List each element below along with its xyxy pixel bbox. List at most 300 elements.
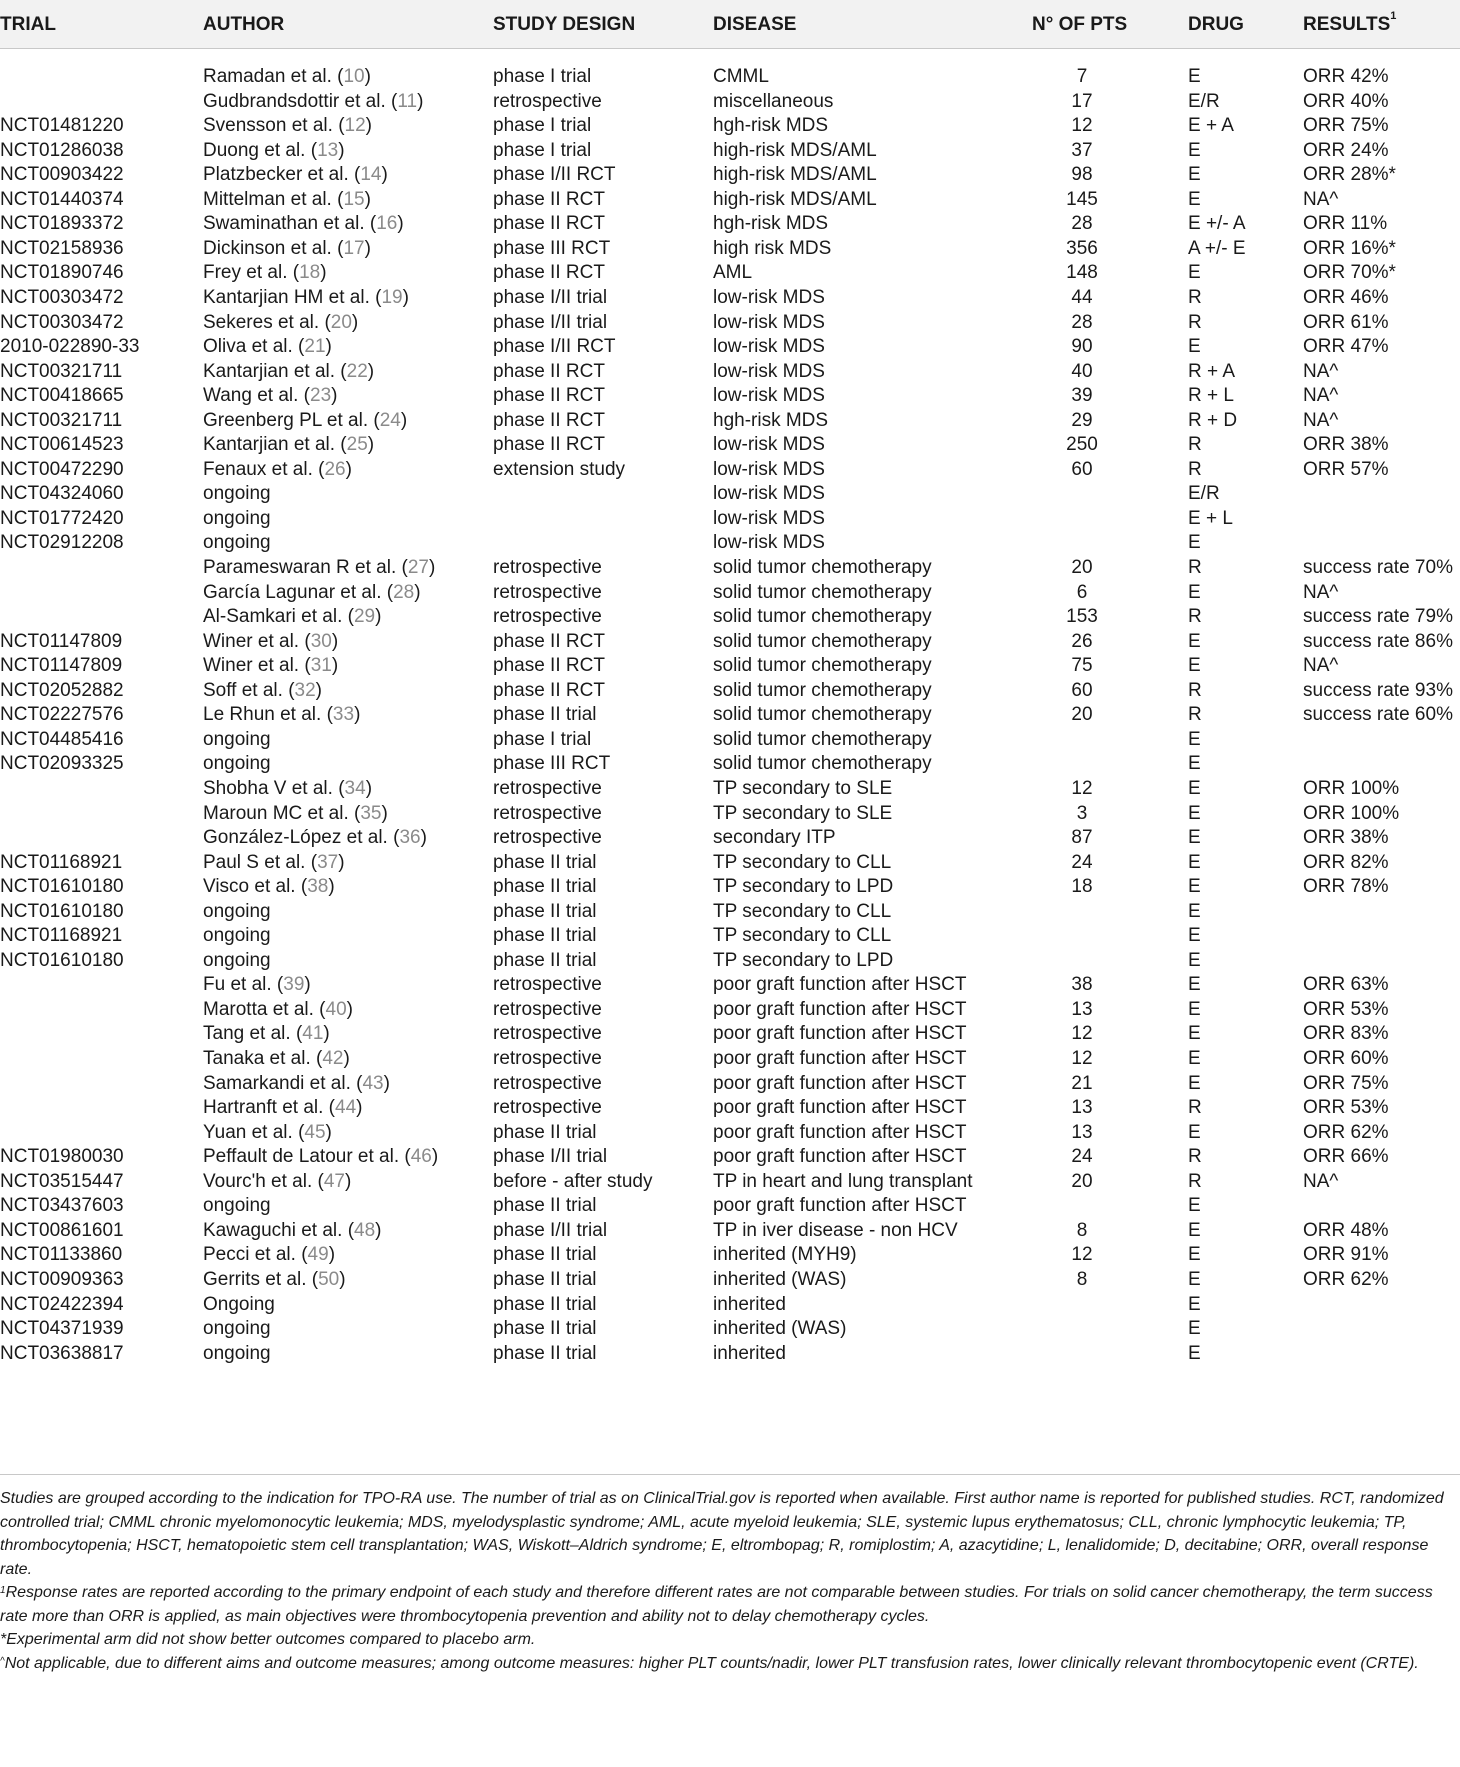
cell-number-of-patients: 98 <box>1071 164 1093 186</box>
cell-disease: inherited <box>713 1342 786 1364</box>
cell-drug: E <box>1188 949 1201 971</box>
cell-trial: NCT01481220 <box>0 115 124 137</box>
cell-author <box>203 701 360 728</box>
cell-trial: NCT01168921 <box>0 851 123 873</box>
reference-close-paren: ) <box>345 458 352 480</box>
table-row <box>0 1192 1460 1219</box>
cell-author <box>203 554 435 581</box>
table-row <box>0 775 1460 802</box>
cell-drug: E/R <box>1188 483 1220 505</box>
cell-number-of-patients: 60 <box>1071 458 1093 480</box>
cell-study-design: retrospective <box>493 1097 602 1119</box>
cell-disease: TP secondary to CLL <box>713 900 892 922</box>
cell-study-design: phase I/II RCT <box>493 336 616 358</box>
table-row <box>0 186 1460 213</box>
cell-study-design: phase III RCT <box>493 753 611 775</box>
author-name: ongoing <box>203 1195 271 1217</box>
header-results-label: RESULTS <box>1303 14 1391 35</box>
reference-close-paren: ) <box>325 1121 332 1143</box>
cell-author <box>203 849 345 876</box>
reference-link[interactable]: 13 <box>317 139 339 161</box>
author-name: Kawaguchi et al. ( <box>203 1219 355 1241</box>
cell-disease: inherited <box>713 1293 786 1315</box>
cell-author <box>203 971 311 998</box>
cell-drug: E/R <box>1188 90 1220 112</box>
cell-results: ORR 75% <box>1303 1072 1389 1094</box>
table-row <box>0 971 1460 998</box>
cell-results: ORR 70%* <box>1303 262 1396 284</box>
table-row <box>0 1241 1460 1268</box>
cell-author <box>203 1266 346 1293</box>
table-footnotes <box>0 1487 1460 1675</box>
cell-trial: NCT02158936 <box>0 237 124 259</box>
cell-author <box>203 800 388 827</box>
reference-link[interactable]: 33 <box>332 704 355 726</box>
cell-results: ORR 47% <box>1303 336 1389 358</box>
cell-study-design: phase I trial <box>493 115 592 137</box>
cell-disease: TP secondary to LPD <box>713 876 894 898</box>
reference-link[interactable]: 19 <box>381 286 403 308</box>
reference-close-paren: ) <box>331 630 339 652</box>
reference-close-paren: ) <box>328 1244 336 1266</box>
reference-link[interactable]: 49 <box>307 1244 329 1266</box>
cell-drug: E <box>1188 777 1201 799</box>
cell-disease: low-risk MDS <box>713 286 825 308</box>
cell-results: ORR 24% <box>1303 139 1389 161</box>
author-name: Le Rhun et al. ( <box>203 704 333 726</box>
footnote-caret <box>0 1652 1460 1676</box>
author-name: Samarkandi et al. ( <box>203 1072 363 1094</box>
author-name: Al-Samkari et al. ( <box>203 606 354 628</box>
cell-disease: poor graft function after HSCT <box>713 1072 967 1094</box>
author-name: Svensson et al. ( <box>203 115 345 137</box>
reference-close-paren: ) <box>397 213 404 235</box>
reference-link[interactable]: 15 <box>343 188 365 210</box>
author-name: Paul S et al. ( <box>203 851 318 873</box>
reference-link[interactable]: 28 <box>393 581 415 603</box>
cell-number-of-patients: 87 <box>1071 827 1093 849</box>
reference-close-paren: ) <box>375 606 382 628</box>
cell-trial: NCT03437603 <box>0 1195 124 1217</box>
reference-link[interactable]: 45 <box>304 1121 326 1143</box>
reference-link[interactable]: 41 <box>302 1023 324 1045</box>
author-name: Mittelman et al. ( <box>203 188 344 210</box>
cell-drug: R <box>1188 458 1202 480</box>
footnote-asterisk: *Experimental arm did not show better outcomes compared to placebo arm. <box>0 1631 536 1648</box>
reference-close-paren: ) <box>328 876 335 898</box>
cell-trial: NCT01610180 <box>0 949 124 971</box>
cell-drug: R + L <box>1188 385 1234 407</box>
author-name: Dickinson et al. ( <box>203 237 344 259</box>
cell-author <box>203 505 271 532</box>
cell-author <box>203 284 409 311</box>
cell-author <box>203 1020 330 1047</box>
cell-author <box>203 1291 275 1318</box>
cell-drug: R + A <box>1188 360 1235 382</box>
reference-link[interactable]: 11 <box>397 90 418 112</box>
cell-author <box>203 456 352 483</box>
cell-disease: solid tumor chemotherapy <box>713 728 932 750</box>
reference-close-paren: ) <box>367 360 375 382</box>
reference-link[interactable]: 36 <box>399 827 421 849</box>
table-row <box>0 1168 1460 1195</box>
reference-link[interactable]: 29 <box>353 606 376 628</box>
cell-study-design: phase II trial <box>493 1342 597 1364</box>
table-row <box>0 1070 1460 1097</box>
cell-trial: NCT02912208 <box>0 532 124 554</box>
table-row <box>0 849 1460 876</box>
footnote-1 <box>0 1581 1460 1628</box>
cell-drug: E <box>1188 630 1201 652</box>
reference-link[interactable]: 18 <box>299 262 321 284</box>
cell-trial: NCT01133860 <box>0 1244 123 1266</box>
cell-author <box>203 1241 335 1268</box>
cell-author <box>203 1070 390 1097</box>
cell-disease: TP secondary to CLL <box>713 925 892 947</box>
cell-results: ORR 57% <box>1303 458 1389 480</box>
cell-drug: R <box>1188 1146 1202 1168</box>
cell-author <box>203 88 423 115</box>
cell-trial: NCT00321711 <box>0 409 123 431</box>
cell-number-of-patients: 12 <box>1071 1048 1093 1069</box>
cell-drug: E <box>1188 1072 1201 1094</box>
cell-number-of-patients: 29 <box>1071 409 1093 431</box>
author-name: Duong et al. ( <box>203 139 318 161</box>
cell-study-design: phase I trial <box>493 728 592 750</box>
cell-disease: TP in heart and lung transplant <box>713 1170 973 1192</box>
table-row <box>0 63 1460 90</box>
reference-link[interactable]: 26 <box>324 458 346 480</box>
cell-trial: NCT01893372 <box>0 213 124 235</box>
table-row <box>0 947 1460 974</box>
author-name: Fu et al. ( <box>203 974 284 996</box>
author-name: Wang et al. ( <box>203 385 311 407</box>
cell-results: NA^ <box>1303 655 1339 677</box>
cell-trial: NCT01610180 <box>0 900 124 922</box>
cell-drug: E <box>1188 139 1201 161</box>
author-name: Winer et al. ( <box>203 655 311 677</box>
cell-drug: E <box>1188 655 1201 677</box>
cell-trial: NCT01890746 <box>0 262 124 284</box>
cell-trial: NCT00903422 <box>0 164 124 186</box>
cell-author <box>203 947 271 974</box>
cell-disease: solid tumor chemotherapy <box>713 655 932 677</box>
reference-link[interactable]: 48 <box>354 1219 376 1241</box>
cell-number-of-patients: 12 <box>1071 1023 1093 1045</box>
cell-study-design: phase II RCT <box>493 409 605 431</box>
cell-results: success rate 86% <box>1303 630 1453 652</box>
cell-study-design: phase II trial <box>493 1268 597 1290</box>
author-name: Pecci et al. ( <box>203 1244 308 1266</box>
cell-drug: E <box>1188 1195 1201 1217</box>
reference-close-paren: ) <box>364 66 371 87</box>
author-name: ongoing <box>203 1342 271 1364</box>
table-row <box>0 1119 1460 1146</box>
cell-number-of-patients: 356 <box>1066 237 1098 259</box>
author-name: Tang et al. ( <box>203 1023 303 1045</box>
table-row <box>0 1094 1460 1121</box>
reference-link[interactable]: 25 <box>346 434 368 456</box>
cell-results: ORR 16%* <box>1303 237 1396 259</box>
header-disease: DISEASE <box>713 14 797 35</box>
author-name: González-López et al. ( <box>203 827 400 849</box>
header-study-design: STUDY DESIGN <box>493 14 636 35</box>
cell-disease: solid tumor chemotherapy <box>713 630 932 652</box>
cell-study-design: phase II trial <box>493 1121 597 1143</box>
reference-link[interactable]: 21 <box>304 336 326 358</box>
reference-close-paren: ) <box>364 237 371 259</box>
cell-study-design: phase II trial <box>493 704 597 726</box>
reference-close-paren: ) <box>414 581 421 603</box>
table-row <box>0 480 1460 507</box>
header-results-footnote-mark: 1 <box>1390 10 1397 22</box>
cell-number-of-patients: 26 <box>1071 630 1093 652</box>
reference-link[interactable]: 20 <box>330 311 352 333</box>
cell-number-of-patients: 28 <box>1071 311 1093 333</box>
cell-disease: high-risk MDS/AML <box>713 139 877 161</box>
cell-author <box>203 677 322 704</box>
cell-results: NA^ <box>1303 188 1339 210</box>
author-name: Swaminathan et al. ( <box>203 213 377 235</box>
cell-results: ORR 100% <box>1303 777 1400 799</box>
reference-close-paren: ) <box>331 655 339 677</box>
cell-number-of-patients: 17 <box>1071 90 1093 112</box>
cell-trial: 2010-022890-33 <box>0 336 140 358</box>
cell-disease: poor graft function after HSCT <box>713 974 967 996</box>
cell-study-design: retrospective <box>493 777 602 799</box>
cell-disease: hgh-risk MDS <box>713 409 829 431</box>
cell-results: ORR 38% <box>1303 827 1389 849</box>
cell-study-design: phase II RCT <box>493 679 605 701</box>
cell-study-design: extension study <box>493 458 626 480</box>
cell-drug: E <box>1188 532 1201 554</box>
cell-trial: NCT02052882 <box>0 679 124 701</box>
cell-number-of-patients: 8 <box>1076 1219 1088 1241</box>
table-row <box>0 210 1460 237</box>
cell-results: success rate 93% <box>1303 679 1453 701</box>
cell-study-design: phase II RCT <box>493 630 605 652</box>
footnote-1-text: Response rates are reported according to the primary endpoint of each study and therefore different rates are not comparable between studies. For trials on solid cancer chemotherapy, the term success rate more than ORR is applied, as main objectives were thrombocytopenia prevention and ability not to delay chemotherapy cycles. <box>0 1584 1433 1625</box>
reference-close-paren: ) <box>365 777 373 799</box>
author-name: Visco et al. ( <box>203 876 308 898</box>
author-name: Frey et al. ( <box>203 262 300 284</box>
cell-author <box>203 1168 351 1195</box>
reference-link[interactable]: 30 <box>310 630 332 652</box>
cell-trial: NCT00861601 <box>0 1219 124 1241</box>
cell-drug: E <box>1188 728 1201 750</box>
table-row <box>0 88 1460 115</box>
table-row <box>0 1217 1460 1244</box>
reference-link[interactable]: 34 <box>344 777 366 799</box>
table-bottom-rule <box>0 1474 1460 1475</box>
author-name: Soff et al. ( <box>203 679 295 701</box>
cell-study-design: phase I/II trial <box>493 1146 608 1168</box>
cell-disease: solid tumor chemotherapy <box>713 581 932 603</box>
author-name: García Lagunar et al. ( <box>203 581 394 603</box>
cell-drug: A +/- E <box>1188 237 1246 259</box>
author-name: Ongoing <box>203 1293 275 1315</box>
table-row <box>0 309 1460 336</box>
cell-author <box>203 824 427 851</box>
cell-number-of-patients: 13 <box>1071 998 1093 1020</box>
cell-author <box>203 1143 438 1170</box>
cell-results: success rate 60% <box>1303 704 1453 726</box>
reference-link[interactable]: 31 <box>310 655 332 677</box>
reference-link[interactable]: 40 <box>325 998 347 1020</box>
cell-number-of-patients: 38 <box>1071 974 1093 996</box>
cell-drug: E <box>1188 1268 1201 1290</box>
table-row <box>0 898 1460 925</box>
cell-disease: TP secondary to LPD <box>713 949 894 971</box>
cell-drug: R <box>1188 1097 1202 1119</box>
footnote-1-mark: 1 <box>0 1585 6 1596</box>
cell-drug: E <box>1188 1048 1201 1069</box>
reference-link[interactable]: 23 <box>310 385 332 407</box>
cell-results: NA^ <box>1303 1170 1339 1192</box>
cell-number-of-patients: 13 <box>1071 1097 1093 1119</box>
cell-study-design: before - after study <box>493 1170 653 1192</box>
author-name: Fenaux et al. ( <box>203 458 325 480</box>
cell-results: ORR 48% <box>1303 1219 1389 1241</box>
cell-results: ORR 53% <box>1303 998 1389 1020</box>
reference-close-paren: ) <box>320 262 327 284</box>
cell-author <box>203 1119 332 1146</box>
reference-link[interactable]: 12 <box>344 115 366 137</box>
reference-link[interactable]: 43 <box>362 1072 384 1094</box>
cell-drug: E <box>1188 262 1201 284</box>
cell-trial: NCT02227576 <box>0 704 124 726</box>
cell-drug: R <box>1188 679 1202 701</box>
cell-trial: NCT04485416 <box>0 728 124 750</box>
reference-close-paren: ) <box>402 286 409 308</box>
reference-close-paren: ) <box>356 1097 363 1119</box>
cell-author <box>203 922 271 949</box>
reference-link[interactable]: 44 <box>335 1097 357 1119</box>
cell-author <box>203 1045 350 1072</box>
cell-number-of-patients: 60 <box>1071 679 1093 701</box>
cell-study-design: retrospective <box>493 90 602 112</box>
cell-disease: TP secondary to SLE <box>713 802 893 824</box>
reference-link[interactable]: 50 <box>318 1268 340 1290</box>
cell-drug: R <box>1188 704 1202 726</box>
table-row <box>0 603 1460 630</box>
table-row <box>0 996 1460 1023</box>
cell-results: ORR 46% <box>1303 286 1389 308</box>
cell-drug: E <box>1188 753 1201 775</box>
cell-number-of-patients: 3 <box>1076 802 1088 824</box>
cell-study-design: phase II RCT <box>493 262 605 284</box>
reference-link[interactable]: 17 <box>343 237 365 259</box>
cell-author <box>203 726 271 753</box>
cell-results: NA^ <box>1303 581 1339 603</box>
reference-link[interactable]: 37 <box>317 851 339 873</box>
table-row <box>0 137 1460 164</box>
cell-results: NA^ <box>1303 385 1339 407</box>
cell-disease: low-risk MDS <box>713 434 825 456</box>
cell-trial: NCT02093325 <box>0 753 124 775</box>
reference-link[interactable]: 14 <box>360 164 382 186</box>
cell-disease: solid tumor chemotherapy <box>713 606 932 628</box>
reference-link[interactable]: 32 <box>294 679 316 701</box>
reference-close-paren: ) <box>420 827 427 849</box>
cell-study-design: retrospective <box>493 1048 602 1069</box>
cell-disease: poor graft function after HSCT <box>713 1097 967 1119</box>
reference-close-paren: ) <box>381 164 388 186</box>
author-name: Greenberg PL et al. ( <box>203 409 380 431</box>
cell-author <box>203 210 404 237</box>
cell-drug: E <box>1188 851 1201 873</box>
cell-drug: E <box>1188 802 1201 824</box>
cell-results: ORR 83% <box>1303 1023 1389 1045</box>
cell-disease: low-risk MDS <box>713 532 825 554</box>
author-name: Tanaka et al. ( <box>203 1048 323 1069</box>
reference-link[interactable]: 24 <box>379 409 401 431</box>
cell-disease: inherited (WAS) <box>713 1268 847 1290</box>
cell-disease: poor graft function after HSCT <box>713 1048 967 1069</box>
cell-study-design: phase I/II RCT <box>493 164 616 186</box>
table-row <box>0 1315 1460 1342</box>
cell-trial: NCT01286038 <box>0 139 124 161</box>
cell-author <box>203 750 271 777</box>
reference-link[interactable]: 10 <box>343 66 365 87</box>
cell-study-design: phase II trial <box>493 1195 597 1217</box>
reference-link[interactable]: 38 <box>307 876 329 898</box>
cell-drug: E <box>1188 1219 1201 1241</box>
reference-link[interactable]: 42 <box>322 1048 344 1069</box>
cell-trial: NCT00472290 <box>0 458 124 480</box>
cell-results: ORR 62% <box>1303 1121 1389 1143</box>
cell-drug: R <box>1188 557 1202 578</box>
cell-author <box>203 137 345 164</box>
cell-study-design: phase II RCT <box>493 655 605 677</box>
table-row <box>0 382 1460 409</box>
cell-drug: E <box>1188 998 1201 1020</box>
reference-link[interactable]: 46 <box>410 1146 432 1168</box>
cell-trial: NCT00909363 <box>0 1268 124 1290</box>
reference-close-paren: ) <box>383 1072 390 1094</box>
cell-disease: solid tumor chemotherapy <box>713 679 932 701</box>
cell-author <box>203 996 353 1023</box>
cell-author <box>203 235 371 262</box>
cell-number-of-patients: 7 <box>1076 66 1088 87</box>
author-name: ongoing <box>203 949 271 971</box>
table-row <box>0 579 1460 606</box>
cell-disease: solid tumor chemotherapy <box>713 753 932 775</box>
cell-results: ORR 63% <box>1303 974 1389 996</box>
cell-study-design: phase III RCT <box>493 237 611 259</box>
reference-link[interactable]: 16 <box>376 213 398 235</box>
cell-drug: R <box>1188 311 1202 333</box>
reference-link[interactable]: 22 <box>346 360 368 382</box>
cell-number-of-patients: 44 <box>1071 286 1093 308</box>
cell-drug: E <box>1188 1023 1201 1045</box>
table-row <box>0 677 1460 704</box>
cell-number-of-patients: 12 <box>1071 1244 1093 1266</box>
table-row <box>0 1291 1460 1318</box>
reference-link[interactable]: 39 <box>283 974 305 996</box>
cell-trial: NCT02422394 <box>0 1293 124 1315</box>
table-header <box>0 0 1460 49</box>
reference-link[interactable]: 27 <box>407 557 429 578</box>
cell-trial: NCT03638817 <box>0 1342 124 1364</box>
reference-close-paren: ) <box>364 188 371 210</box>
author-name: Parameswaran R et al. ( <box>203 557 408 578</box>
cell-study-design: retrospective <box>493 581 602 603</box>
cell-results: ORR 28%* <box>1303 164 1396 186</box>
cell-results: ORR 62% <box>1303 1268 1389 1290</box>
reference-link[interactable]: 35 <box>360 802 382 824</box>
reference-link[interactable]: 47 <box>323 1170 345 1192</box>
